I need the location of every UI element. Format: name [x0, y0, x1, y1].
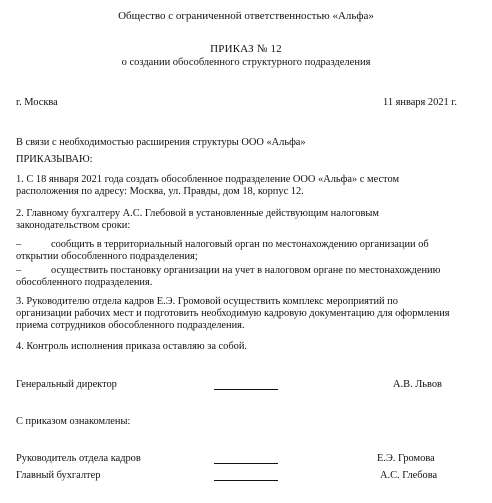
item-3-line-3: приема сотрудников обособленного подразделения.	[16, 320, 245, 331]
order-word	[16, 154, 480, 166]
item-1-line-1: 1. С 18 января 2021 года создать обособленное подразделение ООО «Альфа» с местом	[16, 174, 400, 185]
organization-name: Общество с ограниченной ответственностью «Альфа»	[118, 10, 374, 22]
city: г. Москва	[16, 97, 58, 108]
bullet-dash: –	[16, 265, 22, 276]
acquainted-label: С приказом ознакомлены:	[16, 416, 131, 427]
item-1	[16, 174, 480, 198]
hr-title: Руководитель отдела кадров	[16, 453, 141, 464]
bullet-1-text: сообщить в территориальный налоговый орган по местонахождению организации об	[51, 239, 429, 250]
item-2-line-2: законодательством сроки:	[16, 220, 131, 231]
hr-name: Е.Э. Громова	[377, 453, 435, 464]
preamble-text: В связи с необходимостью расширения структуры ООО «Альфа»	[16, 137, 306, 148]
accountant-title: Главный бухгалтер	[16, 470, 101, 481]
director-name: А.В. Львов	[393, 379, 442, 390]
item-3-line-2: организации рабочих мест и подготовить необходимую кадровую документацию для оформления	[16, 308, 450, 319]
item-2	[16, 208, 480, 232]
item-2-line-1: 2. Главному бухгалтеру А.С. Глебовой в установленные действующим налоговым	[16, 208, 379, 219]
item-1-line-2: расположения по адресу: Москва, ул. Правды, дом 18, корпус 12.	[16, 186, 304, 197]
order-word-text: ПРИКАЗЫВАЮ:	[16, 154, 93, 165]
bullet-2-text: осуществить постановку организации на учет в налоговом органе по местонахождению	[51, 265, 441, 276]
accountant-name: А.С. Глебова	[380, 470, 438, 481]
bullet-2-continuation: обособленного подразделения.	[16, 277, 153, 288]
bullet-dash: –	[16, 239, 22, 250]
item-3-line-1: 3. Руководителю отдела кадров Е.Э. Громовой осуществить комплекс мероприятий по	[16, 296, 398, 307]
order-date: 11 января 2021 г.	[383, 97, 457, 108]
item-4	[16, 341, 480, 353]
order-subject: о создании обособленного структурного подразделения	[121, 57, 371, 68]
director-signature-line	[214, 381, 278, 390]
accountant-signature-line	[214, 472, 278, 481]
bullet-1-continuation: открытии обособленного подразделения;	[16, 251, 198, 262]
director-title: Генеральный директор	[16, 379, 117, 390]
item-3	[16, 296, 480, 332]
item-4-text: 4. Контроль исполнения приказа оставляю за собой.	[16, 341, 247, 352]
order-title: ПРИКАЗ № 12	[210, 43, 282, 55]
preamble	[16, 137, 480, 149]
hr-signature-line	[214, 455, 278, 464]
